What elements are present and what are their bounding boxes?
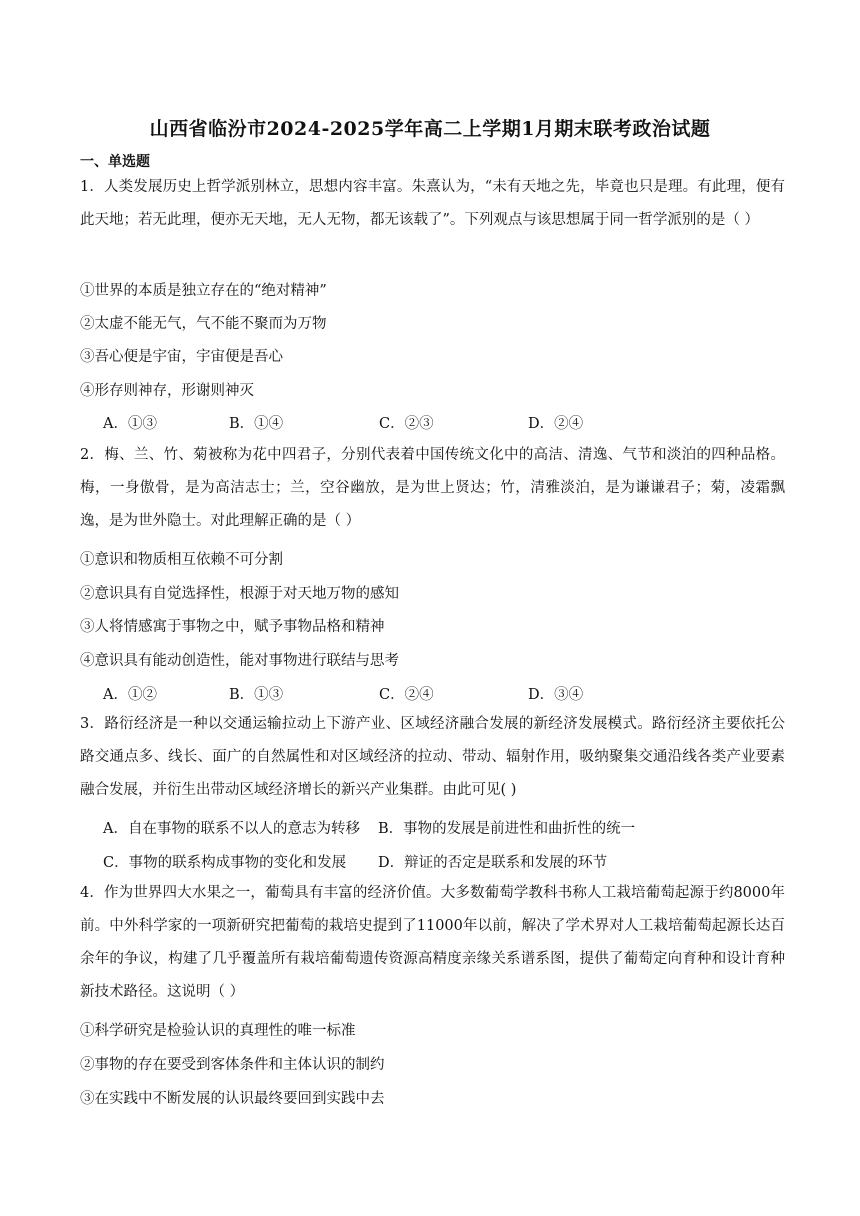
question-3-option-b: B．事物的发展是前进性和曲折性的统一 xyxy=(378,821,636,837)
question-2-stem: 2．梅、兰、竹、菊被称为花中四君子，分别代表着中国传统文化中的高洁、清逸、气节和淡泊的四种品格。梅，一身傲骨，是为高洁志士；兰，空谷幽放，是为世上贤达；竹，清雅淡泊，是为谦谦君子；菊，凌霜飘逸，是为世外隐士。对此理解正确的是（ ） xyxy=(80,447,785,529)
question-1-option-a: A．①③ xyxy=(103,416,157,432)
question-2-item-4: ④意识具有能动创造性，能对事物进行联结与思考 xyxy=(80,653,399,669)
question-1-item-4: ④形存则神存，形谢则神灭 xyxy=(80,383,254,399)
question-3-option-c: C．事物的联系构成事物的变化和发展 xyxy=(103,855,347,871)
question-3-stem: 3．路衍经济是一种以交通运输拉动上下游产业、区域经济融合发展的新经济发展模式。路衍经济主要依托公路交通点多、线长、面广的自然属性和对区域经济的拉动、带动、辐射作用，吸纳聚集交通沿线各类产业要素融合发展，并衍生出带动区域经济增长的新兴产业集群。由此可见( ) xyxy=(80,716,785,798)
question-2-item-3: ③人将情感寓于事物之中，赋予事物品格和精神 xyxy=(80,619,385,635)
question-2-option-a: A．①② xyxy=(103,687,157,703)
question-1-item-3: ③吾心便是宇宙，宇宙便是吾心 xyxy=(80,349,283,365)
question-2-option-c: C．②④ xyxy=(379,687,434,703)
question-2-option-d: D．③④ xyxy=(528,687,584,703)
question-1-item-1: ①世界的本质是独立存在的“绝对精神” xyxy=(80,283,327,299)
question-1-option-d: D．②④ xyxy=(528,416,584,432)
question-2-option-b: B．①③ xyxy=(229,687,284,703)
question-4-item-3: ③在实践中不断发展的认识最终要回到实践中去 xyxy=(80,1091,385,1107)
question-1-stem: 1．人类发展历史上哲学派别林立，思想内容丰富。朱熹认为，“未有天地之先，毕竟也只是理。有此理，便有此天地；若无此理，便亦无天地，无人无物，都无该载了”。下列观点与该思想属于同一哲学派别的是（ ） xyxy=(80,179,785,228)
question-3-option-d: D．辩证的否定是联系和发展的环节 xyxy=(378,855,608,871)
section-heading: 一、单选题 xyxy=(80,154,150,170)
question-1-option-c: C．②③ xyxy=(379,416,434,432)
question-4-stem: 4．作为世界四大水果之一，葡萄具有丰富的经济价值。大多数葡萄学教科书称人工栽培葡萄起源于约8000年前。中外科学家的一项新研究把葡萄的栽培史提到了11000年以前，解决了学术界对人工栽培葡萄起源长达百余年的争议，构建了几乎覆盖所有栽培葡萄遗传资源高精度亲缘关系谱系图，提供了葡萄定向育种和设计育种新技术路径。这说明（ ） xyxy=(80,885,785,1000)
page-title: 山西省临汾市2024-2025学年高二上学期1月期末联考政治试题 xyxy=(149,118,711,140)
question-4-item-1: ①科学研究是检验认识的真理性的唯一标准 xyxy=(80,1023,356,1039)
question-3-option-a: A．自在事物的联系不以人的意志为转移 xyxy=(103,821,360,837)
question-1-item-2: ②太虚不能无气，气不能不聚而为万物 xyxy=(80,316,327,332)
question-2-item-2: ②意识具有自觉选择性，根源于对天地万物的感知 xyxy=(80,586,399,602)
question-2-item-1: ①意识和物质相互依赖不可分割 xyxy=(80,552,283,568)
question-1-option-b: B．①④ xyxy=(229,416,284,432)
question-4-item-2: ②事物的存在要受到客体条件和主体认识的制约 xyxy=(80,1057,385,1073)
